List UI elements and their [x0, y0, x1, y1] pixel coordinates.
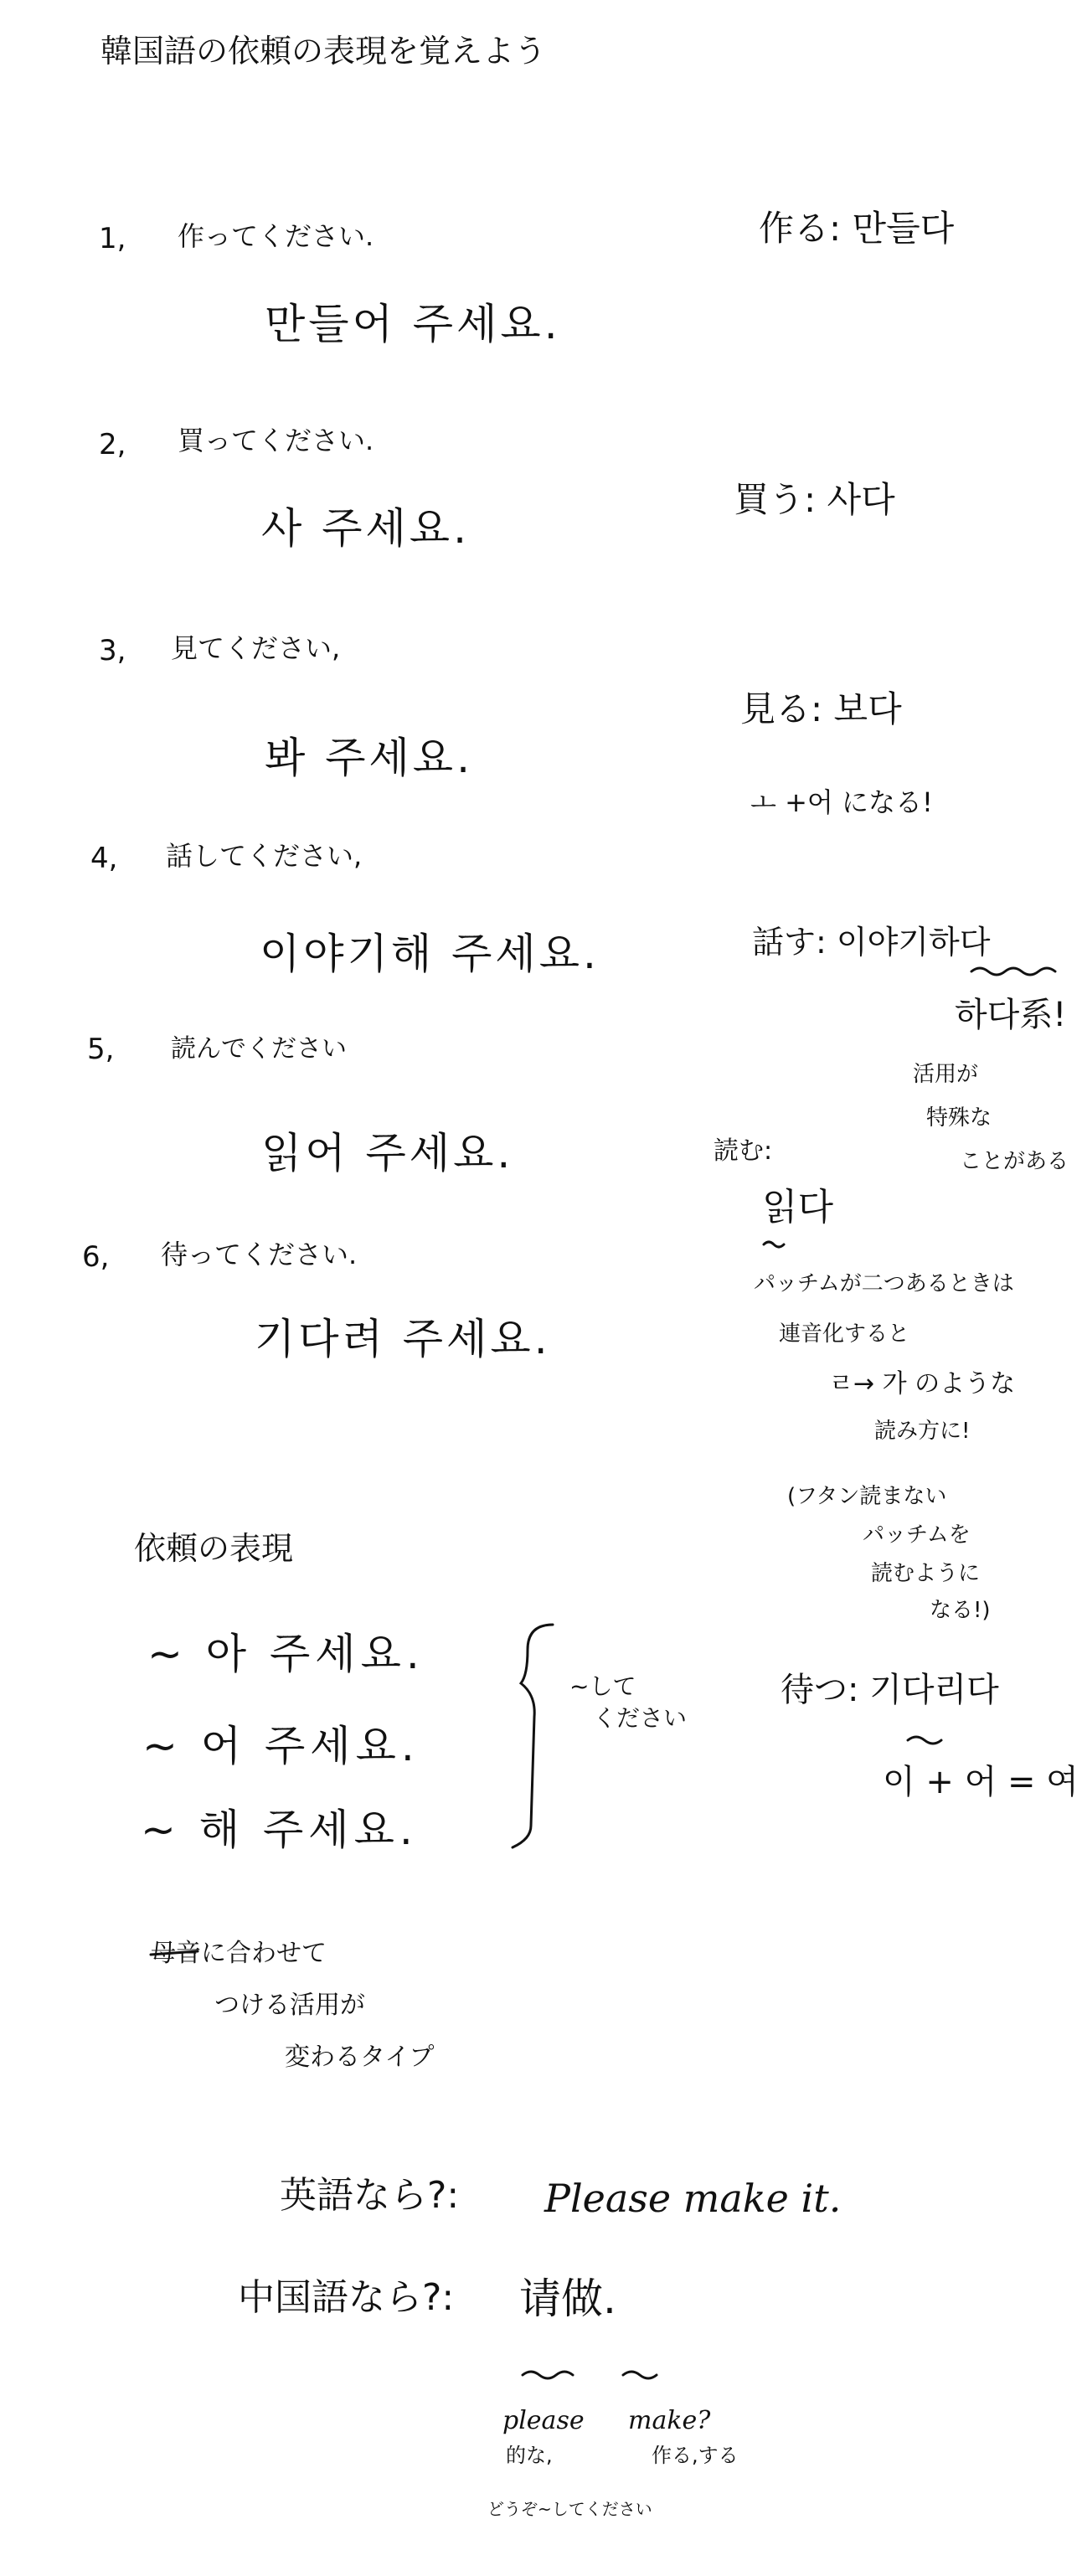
paren-line: 読むように — [871, 1561, 981, 1586]
gloss-make-jp: 作る,する — [652, 2444, 739, 2467]
footnote-line: つける活用が — [214, 1991, 365, 2020]
item-japanese: 読んでください — [171, 1034, 347, 1064]
read-underline — [764, 1242, 784, 1247]
pattern-brace — [513, 1625, 553, 1847]
english-text: Please make it. — [544, 2176, 842, 2221]
brace-note-1: ~して — [569, 1672, 636, 1700]
item-korean: 봐 주세요. — [265, 734, 473, 782]
item-japanese: 作ってください. — [178, 220, 374, 252]
irregular-line: 活用が — [913, 1062, 979, 1087]
paren-line: なる!) — [930, 1598, 991, 1623]
item-japanese: 見てください, — [171, 632, 341, 664]
item-japanese: 待ってください. — [161, 1239, 358, 1270]
note-buy: 買う: 사다 — [734, 479, 895, 520]
gloss-make: make? — [628, 2406, 711, 2435]
item-number: 2, — [99, 428, 126, 461]
chinese-label: 中国語なら?: — [238, 2276, 455, 2319]
chinese-text: 请做. — [519, 2275, 616, 2323]
gloss-underline-1 — [523, 2372, 573, 2378]
note-wait: 待つ: 기다리다 — [781, 1671, 999, 1709]
read-detail-line: 連音化すると — [779, 1321, 910, 1347]
gloss-please: please — [502, 2406, 585, 2435]
paren-line: (フタン読まない — [787, 1484, 947, 1509]
pattern-heading: 依頼の表現 — [134, 1530, 294, 1567]
pattern-line: ~ 아 주세요. — [147, 1630, 425, 1678]
note-make: 作る: 만들다 — [759, 208, 955, 249]
item-number: 5, — [87, 1033, 115, 1066]
note-speak-detail: 하다系! — [955, 996, 1067, 1034]
item-number: 1, — [99, 222, 126, 255]
note-read-label: 読む: — [714, 1136, 773, 1166]
gloss-underline-2 — [623, 2372, 657, 2378]
item-number: 3, — [99, 634, 126, 667]
speak-underline — [971, 968, 1055, 975]
item-korean: 읽어 주세요. — [261, 1129, 514, 1177]
note-see-detail: ㅗ +어 になる! — [750, 786, 933, 818]
note-see: 見る: 보다 — [740, 688, 902, 729]
item-number: 6, — [82, 1240, 110, 1274]
item-japanese: 買ってください. — [178, 425, 374, 456]
footnote-line: 変わるタイプ — [285, 2043, 435, 2072]
note-wait-detail: 이 + 어 = 여 — [883, 1763, 1079, 1801]
read-detail-line: パッチムが二つあるときは — [754, 1271, 1014, 1296]
brace-note-2: ください — [593, 1704, 688, 1732]
gloss-bottom: どうぞ~してください — [487, 2499, 652, 2519]
item-number: 4, — [90, 842, 118, 875]
footnote-strike — [151, 1951, 198, 1955]
gloss-please-jp: 的な, — [506, 2444, 553, 2467]
item-korean: 사 주세요. — [261, 504, 470, 553]
note-speak: 話す: 이야기하다 — [752, 924, 991, 961]
read-detail-line: 読み方に! — [874, 1419, 971, 1444]
english-label: 英語なら?: — [280, 2174, 460, 2217]
page-title: 韓国語の依頼の表現を覚えよう — [100, 33, 547, 70]
footnote-line: 母音に合わせて — [151, 1939, 327, 1968]
note-read: 읽다 — [762, 1186, 834, 1229]
irregular-line: ことがある — [960, 1149, 1069, 1174]
read-detail-line: ㄹ→ 가 のような — [829, 1369, 1016, 1399]
item-korean: 만들어 주세요. — [265, 300, 561, 348]
pattern-line: ~ 해 주세요. — [141, 1806, 418, 1854]
item-korean: 기다려 주세요. — [255, 1315, 551, 1363]
paren-line: パッチムを — [863, 1522, 971, 1548]
item-japanese: 話してください, — [166, 840, 363, 872]
item-korean: 이야기해 주세요. — [260, 930, 600, 978]
pattern-line: ~ 어 주세요. — [142, 1722, 420, 1770]
irregular-line: 特殊な — [926, 1105, 992, 1131]
wait-underline — [908, 1737, 941, 1744]
